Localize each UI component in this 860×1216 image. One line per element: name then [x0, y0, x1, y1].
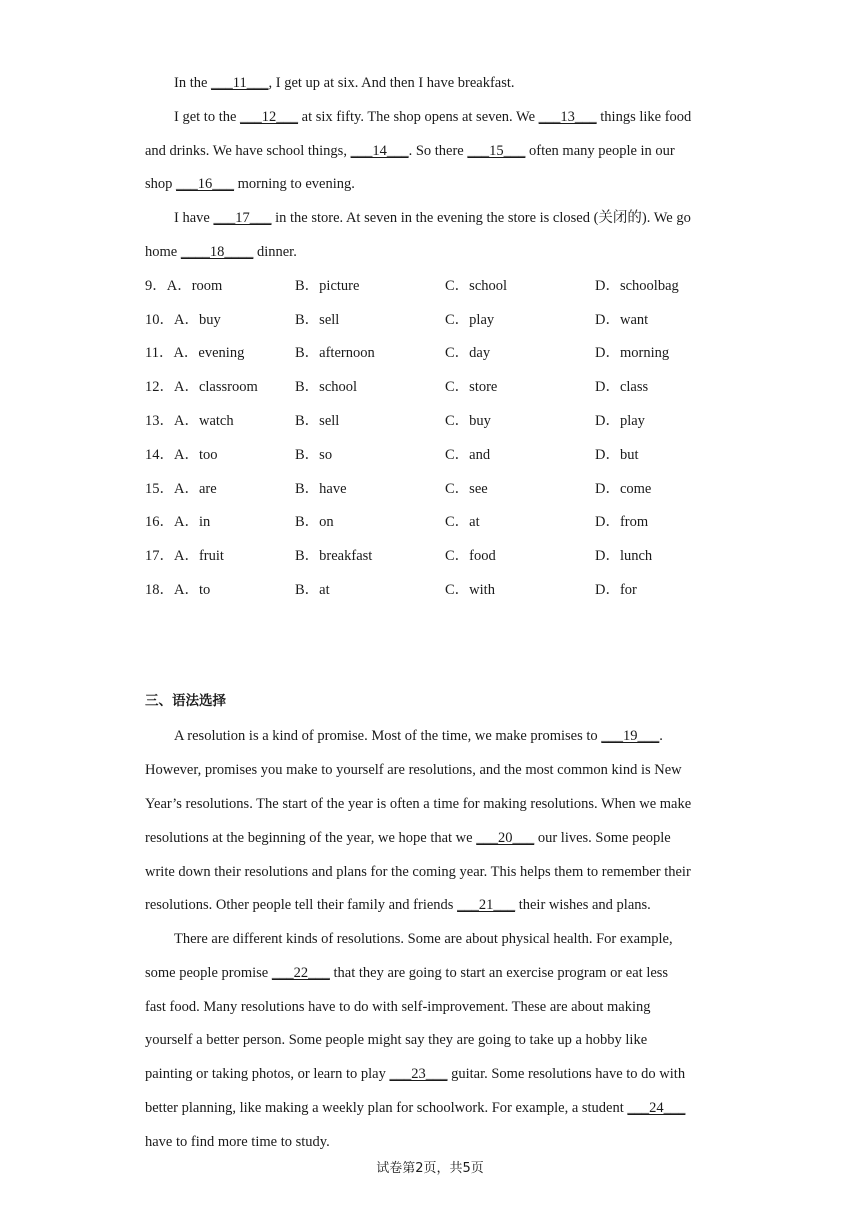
text: , I get up at six. And then I have breakfast. [268, 75, 515, 91]
text: and drinks. We have school things, [145, 143, 351, 159]
passage-line [174, 73, 515, 93]
text: home [145, 244, 181, 260]
blank-14: ___14___ [350, 143, 409, 159]
option-a: 10．A．buy [145, 312, 221, 328]
blank-16: ___16___ [176, 176, 235, 192]
option-d: D．morning [595, 345, 670, 361]
option-c: C．food [445, 548, 496, 564]
option-b: B．sell [295, 413, 340, 429]
text: painting or taking photos, or learn to play [145, 1066, 390, 1082]
option-b: B．afternoon [295, 345, 375, 361]
option-b: B．school [295, 379, 358, 395]
passage-line [145, 828, 671, 848]
option-c: C．see [445, 481, 488, 497]
text: A resolution is a kind of promise. Most of the time, we make promises to [174, 728, 602, 744]
option-b: B．on [295, 514, 334, 530]
option-d: D．class [595, 379, 649, 395]
option-a: 11．A．evening [145, 345, 245, 361]
option-b: B．picture [295, 278, 360, 294]
option-c: C．with [445, 582, 495, 598]
page-footer: 试卷第2页，共5页 [376, 1161, 484, 1176]
blank-19: ___19___ [601, 728, 660, 744]
passage-line [174, 208, 691, 228]
option-c: C．buy [445, 413, 491, 429]
text: in the store. At seven in the evening the store is closed (关闭的). We go [271, 210, 691, 226]
blank-12: ___12___ [240, 109, 299, 125]
option-b: B．so [295, 447, 333, 463]
passage-line: write down their resolutions and plans for the coming year. This helps them to remember their [145, 864, 691, 880]
option-a: 17．A．fruit [145, 548, 224, 564]
blank-24: ___24___ [627, 1100, 686, 1116]
blank-23: ___23___ [389, 1066, 448, 1082]
option-row-15 [145, 479, 745, 499]
blank-18: ____18____ [180, 244, 254, 260]
option-c: C．play [445, 312, 495, 328]
option-row-13 [145, 411, 745, 431]
option-c: C．at [445, 514, 480, 530]
option-row-9 [145, 276, 745, 296]
option-row-16 [145, 512, 745, 532]
text: I get to the [174, 109, 241, 125]
option-b: B．sell [295, 312, 340, 328]
option-b: B．at [295, 582, 330, 598]
blank-21: ___21___ [457, 897, 516, 913]
passage-line [145, 141, 675, 161]
option-c: C．school [445, 278, 508, 294]
passage-line [174, 726, 663, 746]
option-d: D．want [595, 312, 649, 328]
passage-line [145, 242, 297, 262]
blank-15: ___15___ [467, 143, 526, 159]
passage-line: yourself a better person. Some people might say they are going to take up a hobby like [145, 1032, 648, 1048]
option-a: 18．A．to [145, 582, 211, 598]
passage-line [145, 895, 651, 915]
blank-22: ___22___ [271, 965, 330, 981]
passage-line [145, 1064, 685, 1084]
option-row-17 [145, 546, 745, 566]
text: shop [145, 176, 177, 192]
blank-17: ___17___ [213, 210, 272, 226]
option-row-18 [145, 580, 745, 600]
option-c: C．day [445, 345, 491, 361]
option-d: D．lunch [595, 548, 653, 564]
option-a: 13．A．watch [145, 413, 234, 429]
passage-line: have to find more time to study. [145, 1134, 330, 1150]
option-d: D．come [595, 481, 652, 497]
option-row-14 [145, 445, 745, 465]
option-d: D．schoolbag [595, 278, 679, 294]
text: our lives. Some people [534, 830, 671, 846]
text: often many people in our [525, 143, 675, 159]
option-a: 14．A．too [145, 447, 218, 463]
option-a: 12．A．classroom [145, 379, 258, 395]
passage-line [174, 107, 691, 127]
option-a: 9．A．room [145, 278, 223, 294]
text: resolutions. Other people tell their family and friends [145, 897, 458, 913]
passage-line: However, promises you make to yourself are resolutions, and the most common kind is New [145, 762, 682, 778]
passage-line: There are different kinds of resolutions. Some are about physical health. For example, [174, 931, 673, 947]
option-b: B．breakfast [295, 548, 373, 564]
option-row-12 [145, 377, 745, 397]
option-d: D．but [595, 447, 639, 463]
passage-line: Year’s resolutions. The start of the year is often a time for making resolutions. When we make [145, 796, 692, 812]
text: In the [174, 75, 212, 91]
text: dinner. [253, 244, 297, 260]
option-b: B．have [295, 481, 347, 497]
option-a: 15．A．are [145, 481, 217, 497]
text: that they are going to start an exercise program or eat less [329, 965, 669, 981]
option-d: D．play [595, 413, 645, 429]
passage-line [145, 174, 355, 194]
text: at six fifty. The shop opens at seven. We [298, 109, 539, 125]
passage-line [145, 963, 668, 983]
option-a: 16．A．in [145, 514, 211, 530]
option-d: D．for [595, 582, 637, 598]
blank-11: ___11___ [211, 75, 269, 91]
text: better planning, like making a weekly plan for schoolwork. For example, a student [145, 1100, 628, 1116]
option-c: C．store [445, 379, 498, 395]
text: guitar. Some resolutions have to do with [447, 1066, 686, 1082]
text: some people promise [145, 965, 272, 981]
blank-20: ___20___ [476, 830, 535, 846]
option-row-11 [145, 343, 745, 363]
text: their wishes and plans. [515, 897, 651, 913]
text: . So there [408, 143, 468, 159]
passage-line: fast food. Many resolutions have to do with self-improvement. These are about making [145, 999, 651, 1015]
text: . [659, 728, 663, 744]
text: things like food [596, 109, 692, 125]
option-c: C．and [445, 447, 491, 463]
passage-line [145, 1098, 685, 1118]
option-d: D．from [595, 514, 649, 530]
text: I have [174, 210, 214, 226]
blank-13: ___13___ [538, 109, 597, 125]
section-title: 三、语法选择 [145, 693, 226, 709]
option-row-10 [145, 310, 745, 330]
text: resolutions at the beginning of the year, we hope that we [145, 830, 477, 846]
text: morning to evening. [234, 176, 355, 192]
